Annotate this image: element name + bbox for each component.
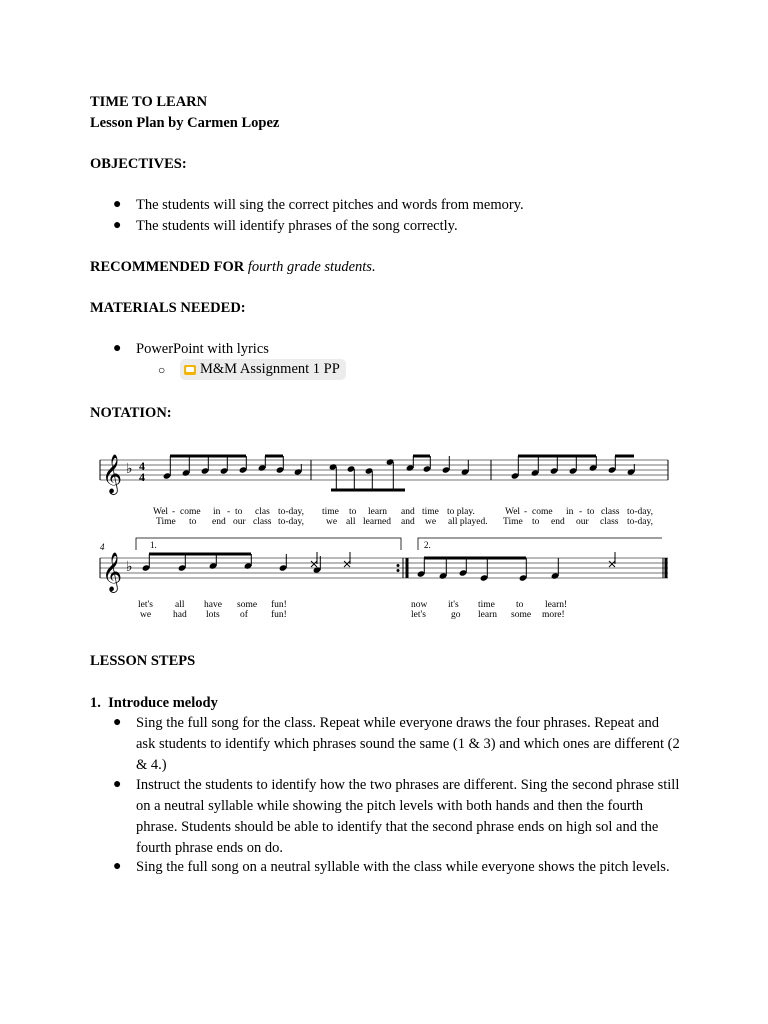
lyric: some [237,600,258,610]
lyric: come [532,507,553,517]
lyric: class [600,517,619,527]
lyric: end [212,517,226,527]
lyric: class [253,517,272,527]
recommended-line [90,257,376,277]
second-ending-label: 2. [424,540,431,550]
lyric: we [140,610,152,620]
lesson-heading: LESSON STEPS [90,653,196,669]
lyric: Time [503,517,523,527]
bullet-dot: ● [113,341,122,356]
volta-brackets [136,538,662,550]
recommended-value: fourth grade students. [247,259,376,275]
lyric: all played. [448,517,488,527]
music-notation [0,440,768,630]
lyric: time [478,600,495,610]
lyric: all [346,517,356,527]
treble-clef-icon: 𝄞 [102,456,123,493]
lyric: now [411,600,428,610]
lyric: time [422,507,439,517]
lyric: our [233,517,246,527]
first-ending-label: 1. [150,540,157,550]
slides-link-label: M&M Assignment 1 PP [200,361,340,377]
lyrics-row-2-verse-2 [140,609,565,620]
step-1-heading [90,693,218,713]
lyric: to-day, [627,507,654,517]
lyric: all [175,600,185,610]
lyrics-row-2-verse-1 [138,599,567,610]
lyric: and [401,517,415,527]
lyric: some [511,610,532,620]
bullet-dot: ● [113,715,122,730]
slides-link-chip[interactable] [180,359,346,380]
lyric: we [326,517,338,527]
doc-title: TIME TO LEARN [90,94,208,110]
lyric: to [189,517,197,527]
notation-heading: NOTATION: [90,405,172,421]
x-notehead-icon [311,552,317,567]
lyric: of [240,610,248,620]
lyric: - [227,507,231,517]
lyric: time [322,507,339,517]
lyric: come [180,507,201,517]
lyric: fun! [271,610,287,620]
bullet-dot: ● [113,197,122,212]
lyric: Time [156,517,176,527]
flat-icon: ♭ [126,462,133,477]
bullet-dot: ● [113,859,122,874]
lyric: to [349,507,357,517]
lyric: let's [138,600,153,610]
objectives-heading: OBJECTIVES: [90,156,187,172]
step-bullet-1: Sing the full song for the class. Repeat while everyone draws the four phrases. Repeat and ask students to identify which phrases sound the same (1 & 3) and which ones are different (2 & 4.) [136,715,680,773]
lyric: to-day, [627,517,654,527]
lyric: learn [368,507,387,517]
lyric: lots [206,610,220,620]
lyric: learned [363,517,391,527]
objective-item-1: The students will sing the correct pitches and words from memory. [136,197,524,213]
x-notehead-icon [344,552,350,567]
lyric: learn [478,610,497,620]
lyric: to-day, [278,507,305,517]
lyric: more! [542,610,565,620]
materials-heading: MATERIALS NEEDED: [90,300,246,316]
lyric: - [172,507,176,517]
recommended-label: RECOMMENDED FOR [90,259,245,275]
lyric: - [524,507,528,517]
step-number: 1. [90,695,101,711]
lyric: had [173,610,187,620]
lyric: clas [255,507,270,517]
lyric: go [451,610,461,620]
bullet-dot: ● [113,777,122,792]
lyric: to [235,507,243,517]
lyric: end [551,517,565,527]
lyric: have [204,600,222,610]
materials-item: PowerPoint with lyrics [136,341,269,357]
staff-row-1 [100,455,668,527]
step-bullet-3: Sing the full song on a neutral syllable with the class while everyone shows the pitch levels. [136,859,670,875]
doc-byline: Lesson Plan by Carmen Lopez [90,115,280,131]
objective-item-2: The students will identify phrases of the song correctly. [136,218,458,234]
lyric: in [566,507,574,517]
time-signature-bottom: 4 [139,470,145,484]
bullet-dot: ● [113,218,122,233]
slides-icon [184,365,196,375]
lyric: let's [411,610,426,620]
lyric: to play. [447,507,475,517]
staff-row-2 [100,538,668,620]
step-bullet-2: Instruct the students to identify how the two phrases are different. Sing the second phrase still on a neutral syllable while showing the pitch levels with both hands and then the fourth phrase. Students should be able to identify that the second phrase ends on high sol and the fourth phrase ends on do. [136,777,680,856]
time-signature-top: 4 [139,459,145,473]
lyric: in [213,507,221,517]
lyric: fun! [271,600,287,610]
x-notehead-icon [609,552,615,567]
lyric: class [601,507,620,517]
lyric: to-day, [278,517,305,527]
lyric: to [587,507,595,517]
flat-icon: ♭ [126,560,133,575]
lyric: Wel [505,507,521,517]
hollow-bullet: ○ [158,363,166,377]
notes-row-1 [163,456,636,490]
notes-row-2 [142,552,615,582]
lyric: learn! [545,600,568,610]
step-title: Introduce melody [108,695,218,711]
lyric: and [401,507,415,517]
treble-clef-icon: 𝄞 [102,554,123,591]
lyric: we [425,517,437,527]
lyric: our [576,517,589,527]
lyrics-row-1-verse-2 [156,517,653,527]
lyric: to [532,517,540,527]
lyrics-row-1-verse-1 [153,507,653,517]
measure-number: 4 [100,542,105,552]
lyric: it's [448,600,459,610]
lyric: - [579,507,583,517]
lyric: to [516,600,524,610]
lyric: Wel [153,507,169,517]
